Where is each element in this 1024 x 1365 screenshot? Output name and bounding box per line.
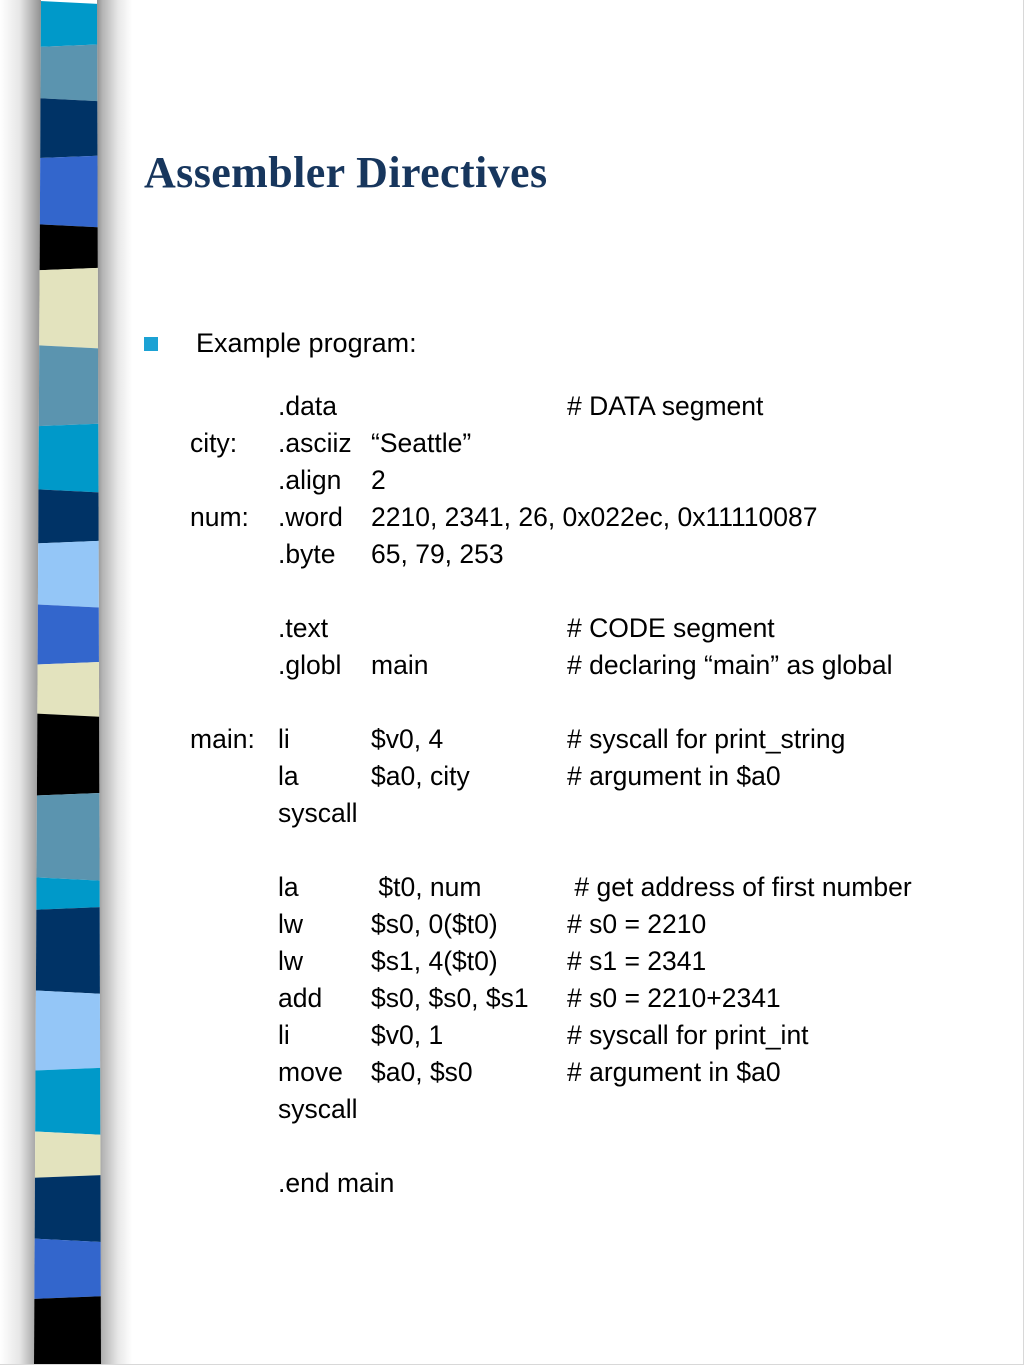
code-mnemonic: la	[278, 761, 299, 791]
code-mnemonic: li	[278, 1020, 290, 1050]
code-label	[190, 610, 278, 647]
code-operands: $s0, 0($t0)	[371, 909, 498, 939]
code-label	[190, 1091, 278, 1128]
code-mnemonic: la	[278, 872, 299, 902]
code-line	[190, 721, 1000, 758]
code-mnemonic: lw	[278, 946, 304, 976]
code-comment	[567, 1091, 1000, 1128]
code-mnemonic: .text	[278, 613, 329, 643]
code-comment: # argument in $a0	[567, 761, 781, 791]
code-line	[190, 610, 1000, 647]
code-mnemonic: .word	[278, 502, 343, 532]
code-label: main:	[190, 724, 255, 754]
code-comment: # s0 = 2210+2341	[567, 983, 781, 1013]
code-mnemonic: .data	[278, 391, 337, 421]
code-operands: $t0, num	[371, 872, 482, 902]
code-comment	[567, 462, 1000, 499]
code-operands	[371, 1091, 567, 1128]
code-mnemonic: move	[278, 1057, 343, 1087]
code-comment: # argument in $a0	[567, 1057, 781, 1087]
code-comment: # CODE segment	[567, 613, 775, 643]
code-comment: # get address of first number	[567, 872, 912, 902]
code-line	[190, 425, 1000, 462]
code-blank-line	[190, 1128, 1000, 1165]
code-label	[190, 647, 278, 684]
code-comment: # DATA segment	[567, 391, 764, 421]
bullet-item-example-program	[140, 326, 1000, 360]
code-operands	[371, 388, 567, 425]
code-mnemonic: .end main	[278, 1168, 395, 1198]
code-label	[190, 795, 278, 832]
code-operands: $s0, $s0, $s1	[371, 983, 529, 1013]
code-line	[190, 1017, 1000, 1054]
code-operands: main	[371, 650, 429, 680]
code-label	[190, 758, 278, 795]
code-operands: $s1, 4($t0)	[371, 946, 498, 976]
code-operands: 2	[371, 465, 386, 495]
code-line	[190, 869, 1000, 906]
code-mnemonic: syscall	[278, 1094, 358, 1124]
code-comment	[817, 499, 1000, 536]
code-label	[190, 462, 278, 499]
code-line	[190, 980, 1000, 1017]
page-title: Assembler Directives	[144, 148, 548, 197]
code-comment	[567, 425, 1000, 462]
code-mnemonic: .byte	[278, 539, 336, 569]
code-blank-line	[190, 832, 1000, 869]
code-comment: # s0 = 2210	[567, 909, 707, 939]
code-mnemonic: li	[278, 724, 290, 754]
code-mnemonic: .align	[278, 465, 342, 495]
code-label	[190, 943, 278, 980]
code-comment	[567, 536, 1000, 573]
slide-body	[140, 326, 1000, 1202]
code-line	[190, 388, 1000, 425]
code-label	[190, 1054, 278, 1091]
code-line	[190, 906, 1000, 943]
code-operands: $v0, 1	[371, 1020, 444, 1050]
code-line	[190, 1091, 1000, 1128]
code-line	[190, 647, 1000, 684]
code-mnemonic: lw	[278, 909, 304, 939]
code-comment: # declaring “main” as global	[567, 650, 893, 680]
code-mnemonic: add	[278, 983, 323, 1013]
code-line	[190, 795, 1000, 832]
code-label: num:	[190, 502, 249, 532]
code-label	[190, 1017, 278, 1054]
code-blank-line	[190, 573, 1000, 610]
code-label	[190, 536, 278, 573]
code-listing	[190, 388, 1000, 1202]
square-bullet-icon	[144, 337, 158, 351]
code-line	[190, 536, 1000, 573]
code-label: city:	[190, 428, 238, 458]
code-mnemonic: .asciiz	[278, 428, 352, 458]
code-label	[190, 869, 278, 906]
code-operands: 65, 79, 253	[371, 539, 504, 569]
code-operands: 2210, 2341, 26, 0x022ec, 0x11110087	[371, 502, 818, 532]
left-stripe-band-decoration	[0, 0, 132, 1365]
code-operands	[371, 610, 567, 647]
code-operands: “Seattle”	[371, 428, 472, 458]
code-line	[190, 943, 1000, 980]
band-shadow-right	[96, 0, 132, 1365]
code-line	[190, 758, 1000, 795]
bullet-item-label: Example program:	[196, 328, 417, 358]
code-comment	[567, 1165, 1000, 1202]
code-label	[190, 906, 278, 943]
code-line	[190, 1165, 1000, 1202]
code-operands	[371, 795, 567, 832]
code-mnemonic: syscall	[278, 798, 358, 828]
code-comment: # syscall for print_int	[567, 1020, 809, 1050]
code-line	[190, 1054, 1000, 1091]
code-blank-line	[190, 684, 1000, 721]
code-line	[190, 462, 1000, 499]
code-label	[190, 980, 278, 1017]
code-comment: # syscall for print_string	[567, 724, 846, 754]
code-comment: # s1 = 2341	[567, 946, 707, 976]
code-line	[190, 499, 1000, 536]
code-label	[190, 1165, 278, 1202]
code-mnemonic: .globl	[278, 650, 342, 680]
code-operands: $v0, 4	[371, 724, 444, 754]
stripe-band-svg	[0, 0, 132, 1365]
code-operands: $a0, city	[371, 761, 470, 791]
code-comment	[567, 795, 1000, 832]
code-operands	[371, 1165, 567, 1202]
code-label	[190, 388, 278, 425]
code-operands: $a0, $s0	[371, 1057, 473, 1087]
